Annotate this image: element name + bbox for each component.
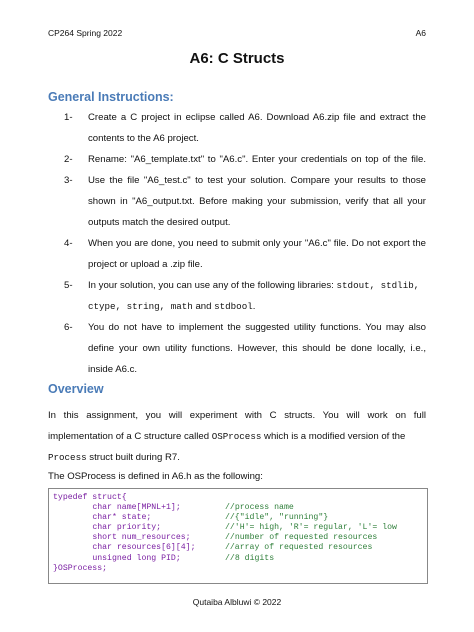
code-decl: char priority; <box>92 523 162 533</box>
code-line: typedef struct{ <box>53 493 127 502</box>
overview-text-line: The OSProcess is defined in A6.h as the following: <box>48 471 263 482</box>
code-decl: char name[MPNL+1]; <box>92 503 181 513</box>
code-decl: unsigned long PID; <box>92 553 181 563</box>
item-text-line: shown in "A6_output.txt. Before making your submission, verify that all your <box>88 196 426 207</box>
overview-text: implementation of a C structure called <box>48 431 210 442</box>
item-text-line: Create a C project in eclipse called A6. Download A6.zip file and extract the <box>88 112 426 123</box>
code-comment: //array of requested resources <box>224 543 373 553</box>
code-inline: OSProcess <box>211 431 262 442</box>
item-number: 2- <box>64 154 73 165</box>
item-text-line <box>88 280 419 291</box>
code-decl: char resources[6][4]; <box>92 543 196 553</box>
item-text-line: inside A6.c. <box>88 364 138 375</box>
code-comment: //'H'= high, 'R'= regular, 'L'= low <box>224 523 397 533</box>
course-header: CP264 Spring 2022 <box>48 28 123 38</box>
overview-text: struct built during R7. <box>89 452 180 463</box>
libraries-intro: In your solution, you can use any of the following libraries: <box>88 280 334 291</box>
item-text-line: project or upload a .zip file. <box>88 259 203 270</box>
libraries-and: and <box>195 301 212 312</box>
overview-text: which is a modified version of the <box>264 431 406 442</box>
code-decl: char* state; <box>92 513 152 523</box>
item-text-line: contents to the A6 project. <box>88 133 199 144</box>
assignment-header: A6 <box>415 28 426 38</box>
overview-text-line: In this assignment, you will experiment with C structs. You will work on full <box>48 410 426 421</box>
code-comment: //number of requested resources <box>225 533 378 543</box>
code-comment: //process name <box>225 503 294 513</box>
item-text-line <box>88 301 255 312</box>
libraries-end: . <box>252 301 256 312</box>
page-title: A6: C Structs <box>189 50 285 67</box>
item-text-line: Rename: "A6_template.txt" to "A6.c". Enter your credentials on top of the file. <box>88 154 426 165</box>
library-list: stdout, stdlib, <box>336 280 420 291</box>
item-number: 1- <box>64 112 73 123</box>
overview-text-line <box>48 431 405 442</box>
code-line: }OSProcess; <box>53 563 108 573</box>
code-comment: //8 digits <box>225 553 275 563</box>
library-list: stdbool <box>214 301 253 312</box>
code-block <box>48 488 428 584</box>
code-inline: Process <box>48 452 87 463</box>
item-text-line: When you are done, you need to submit only your "A6.c" file. Do not export the <box>88 238 426 249</box>
general-instructions-heading: General Instructions: <box>48 90 174 104</box>
item-text-line: outputs match the desired output. <box>88 217 231 228</box>
library-list: ctype, string, math <box>88 301 193 312</box>
overview-text-line <box>48 452 180 463</box>
item-number: 4- <box>64 238 73 249</box>
code-comment: //{"idle", "running"} <box>224 513 329 523</box>
overview-heading: Overview <box>48 382 104 396</box>
item-text-line: define your own utility functions. However, this should be done locally, i.e., <box>88 343 426 354</box>
item-number: 3- <box>64 175 73 186</box>
item-text-line: Use the file "A6_test.c" to test your solution. Compare your results to those <box>88 175 426 186</box>
item-number: 5- <box>64 280 73 291</box>
item-text-line: You do not have to implement the suggested utility functions. You may also <box>88 322 426 333</box>
page-footer: Qutaiba Albluwi © 2022 <box>192 597 282 607</box>
item-number: 6- <box>64 322 73 333</box>
code-decl: short num_resources; <box>92 533 191 543</box>
